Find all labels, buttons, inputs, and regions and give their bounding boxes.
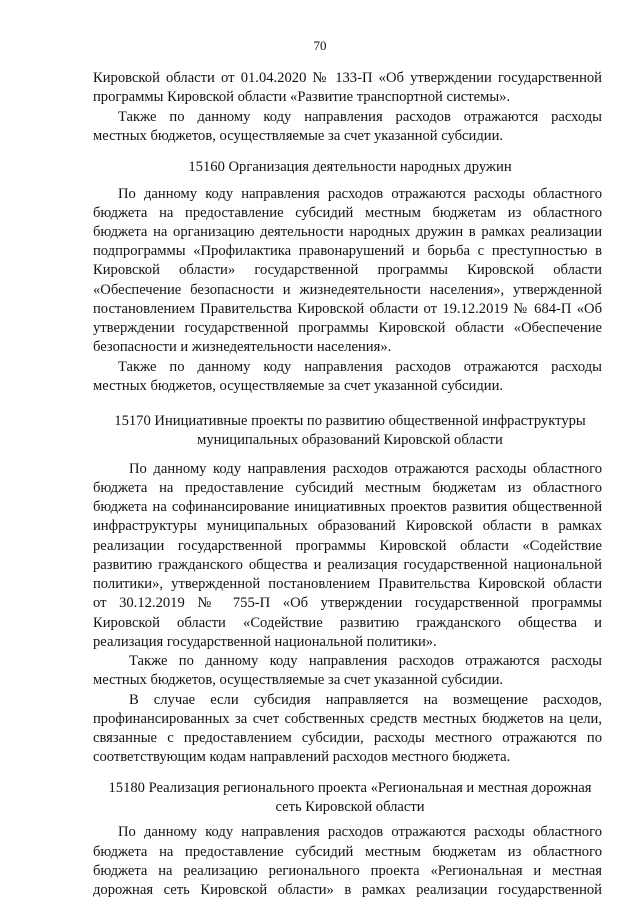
text-line: связанные с предоставлением субсидии, расходы местного отражаются по: [93, 730, 602, 746]
text-line: бюджета на предоставление субсидий местным бюджетам из областного: [93, 479, 602, 496]
section-heading-15160: 15160 Организация деятельности народных дружин: [188, 158, 512, 175]
text-line: В случае если субсидия направляется на возмещение расходов,: [129, 691, 602, 708]
text-line: местных бюджетов, осуществляемые за счет указанной субсидии.: [93, 127, 504, 144]
text-line: реализации государственной программы Кировской области «Содействие: [93, 537, 602, 554]
text-line: По данному коду направления расходов отражаются расходы областного: [129, 460, 602, 477]
text-line: местных бюджетов, осуществляемые за счет указанной субсидии.: [93, 377, 504, 394]
text-line: «Обеспечение безопасности и жизнедеятельности населения», утвержденной: [93, 281, 602, 298]
text-line: бюджета на предоставление субсидий местным бюджетам из областного: [93, 843, 602, 860]
text-line: По данному коду направления расходов отражаются расходы областного: [118, 824, 602, 841]
text-line: постановлением Правительства Кировской области от 19.12.2019 № 684-П «Об: [93, 300, 602, 317]
text-line: развитию гражданского общества и реализация государственной национальной: [93, 556, 602, 573]
text-line: программы Кировской области «Развитие транспортной системы».: [93, 89, 511, 106]
text-line: дорожная сеть Кировской области» в рамках реализации государственной: [93, 882, 602, 898]
text-line: бюджета на софинансирование инициативных проектов развития общественной: [93, 499, 602, 516]
text-line: Кировской области» государственной программы Кировской области: [93, 262, 602, 279]
text-line: профинансированных за счет собственных средств местных бюджетов на цели,: [93, 710, 602, 727]
text-line: Также по данному коду направления расходов отражаются расходы: [129, 653, 602, 669]
text-line: утверждении государственной программы Кировской области «Обеспечение: [93, 320, 602, 337]
text-line: Кировской области «Содействие развитию гражданского общества и: [93, 614, 602, 631]
section-heading-15170: 15170 Инициативные проекты по развитию общественной инфраструктуры: [114, 412, 586, 429]
text-line: Также по данному коду направления расходов отражаются расходы: [118, 358, 602, 375]
text-line: бюджета на организацию деятельности народных дружин в рамках реализации: [93, 223, 602, 240]
text-line: безопасности и жизнедеятельности населения».: [93, 339, 392, 356]
text-line: Кировской области от 01.04.2020 № 133-П «Об утверждении государственной: [93, 70, 602, 86]
text-line: реализация государственной национальной политики».: [93, 633, 437, 650]
text-line: инфраструктуры муниципальных образований Кировской области в рамках: [93, 518, 602, 535]
section-heading-15180-cont: сеть Кировской области: [275, 799, 425, 816]
section-heading-15170-cont: муниципальных образований Кировской области: [197, 431, 503, 448]
section-heading-15180: 15180 Реализация регионального проекта «Региональная и местная дорожная: [108, 780, 592, 796]
text-line: соответствующим кодам направлений расходов местного бюджета.: [93, 749, 511, 766]
text-line: от 30.12.2019 № 755-П «Об утверждении государственной программы: [93, 595, 602, 612]
text-line: Также по данному коду направления расходов отражаются расходы: [118, 108, 602, 125]
text-line: По данному коду направления расходов отражаются расходы областного: [118, 185, 602, 202]
page-number: 70: [313, 38, 327, 53]
text-line: политики», утвержденной постановлением Правительства Кировской области: [93, 576, 602, 593]
text-line: подпрограммы «Профилактика правонарушений и борьба с преступностью в: [93, 243, 602, 260]
text-line: местных бюджетов, осуществляемые за счет указанной субсидии.: [93, 672, 504, 689]
text-line: бюджета на предоставление субсидий местным бюджетам из областного: [93, 204, 602, 221]
text-line: бюджета на реализацию регионального проекта «Региональная и местная: [93, 862, 602, 879]
